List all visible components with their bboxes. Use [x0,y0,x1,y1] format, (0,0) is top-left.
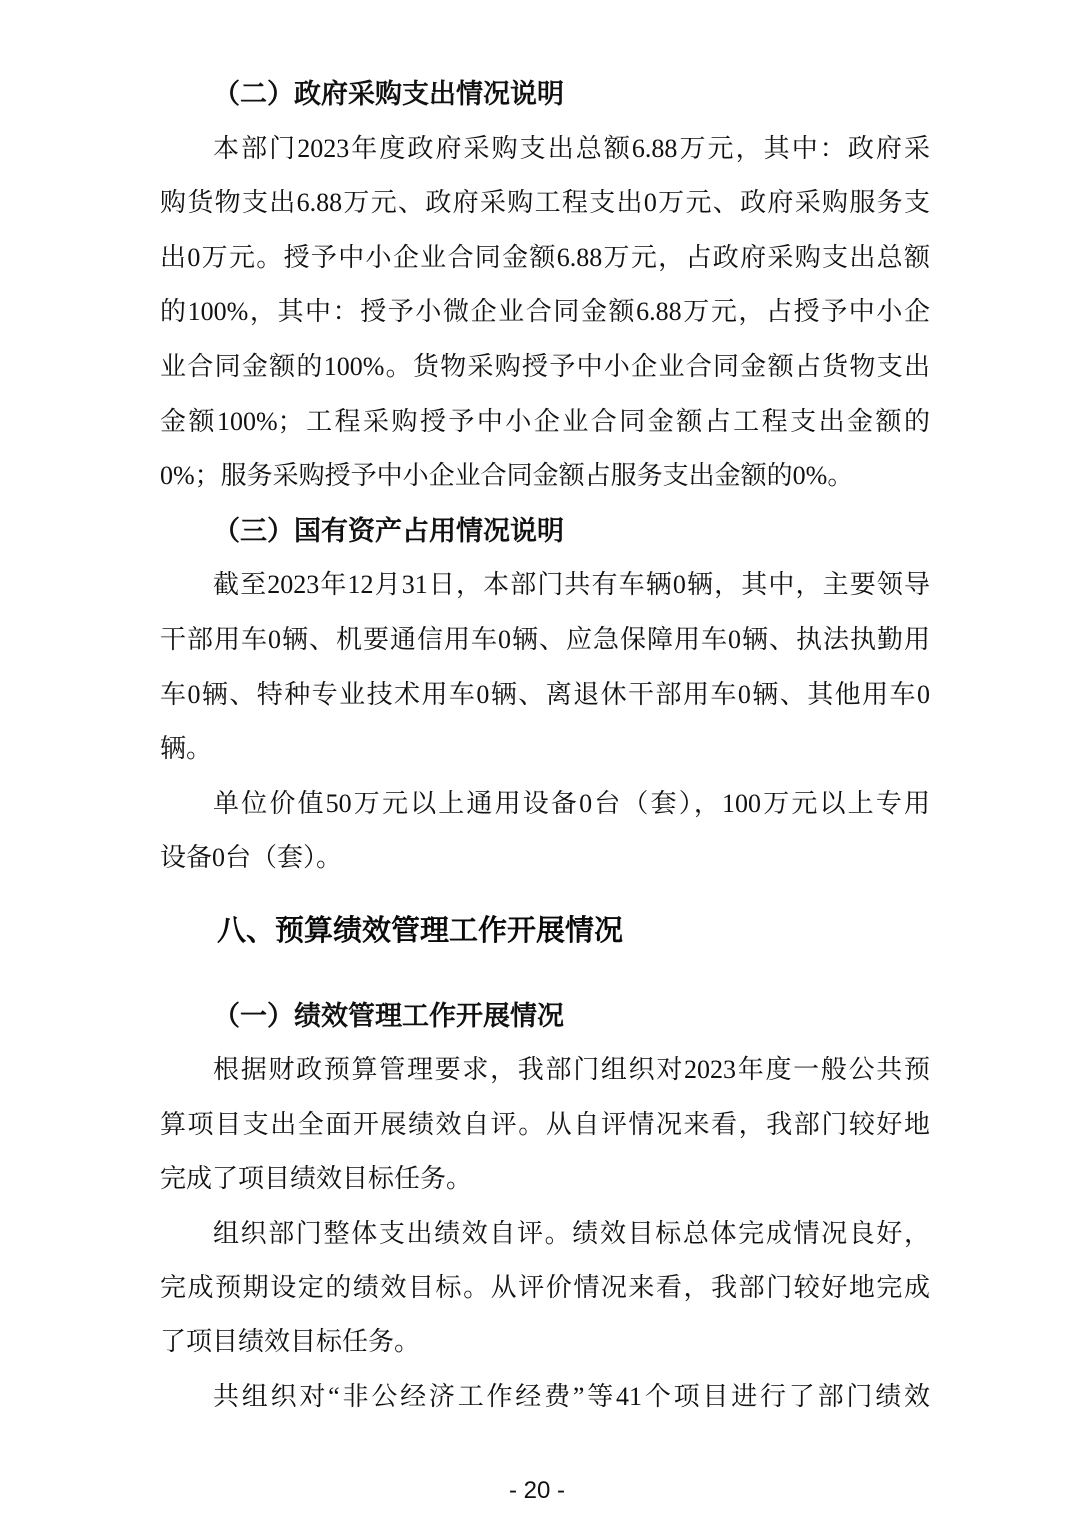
paragraph-line: 算项目支出全面开展绩效自评。从自评情况来看，我部门较好地 [160,1109,930,1139]
paragraph-line: 辆。 [160,734,213,764]
section-heading-performance-work: （一）绩效管理工作开展情况 [213,1001,564,1031]
paragraph-line: 共组织对“非公经济工作经费”等41个项目进行了部门绩效 [213,1381,930,1411]
section-heading-state-assets: （三）国有资产占用情况说明 [213,515,564,546]
paragraph-line: 的100%，其中：授予小微企业合同金额6.88万元，占授予中小企 [160,297,930,327]
paragraph-line: 完成预期设定的绩效目标。从评价情况来看，我部门较好地完成 [160,1273,930,1303]
paragraph-line: 购货物支出6.88万元、政府采购工程支出0万元、政府采购服务支 [160,188,930,218]
paragraph-line: 了项目绩效目标任务。 [160,1327,421,1357]
section-heading-gov-procurement: （二）政府采购支出情况说明 [213,79,564,109]
paragraph-line: 车0辆、特种专业技术用车0辆、离退休干部用车0辆、其他用车0 [160,679,930,709]
paragraph-line: 本部门2023年度政府采购支出总额6.88万元，其中：政府采 [213,133,930,163]
paragraph-line: 单位价值50万元以上通用设备0台（套），100万元以上专用 [213,788,930,818]
paragraph-line: 截至2023年12月31日，本部门共有车辆0辆，其中，主要领导 [213,570,930,600]
paragraph-line: 干部用车0辆、机要通信用车0辆、应急保障用车0辆、执法执勤用 [160,624,930,654]
page-number: - 20 - [508,1477,565,1504]
content-block-top [160,67,930,886]
chapter-heading-performance-management: 八、预算绩效管理工作开展情况 [217,915,624,947]
paragraph-line: 出0万元。授予中小企业合同金额6.88万元，占政府采购支出总额 [160,242,930,272]
paragraph-line: 设备0台（套）。 [160,843,343,873]
paragraph-line: 根据财政预算管理要求，我部门组织对2023年度一般公共预 [213,1055,930,1085]
content-block-bottom [160,989,930,1424]
paragraph-line: 金额100%；工程采购授予中小企业合同金额占工程支出金额的 [160,406,930,436]
paragraph-line: 0%；服务采购授予中小企业合同金额占服务支出金额的0%。 [160,461,854,491]
paragraph-line: 业合同金额的100%。货物采购授予中小企业合同金额占货物支出 [160,351,930,381]
paragraph-line: 完成了项目绩效目标任务。 [160,1164,473,1194]
paragraph-line: 组织部门整体支出绩效自评。绩效目标总体完成情况良好， [213,1218,930,1248]
